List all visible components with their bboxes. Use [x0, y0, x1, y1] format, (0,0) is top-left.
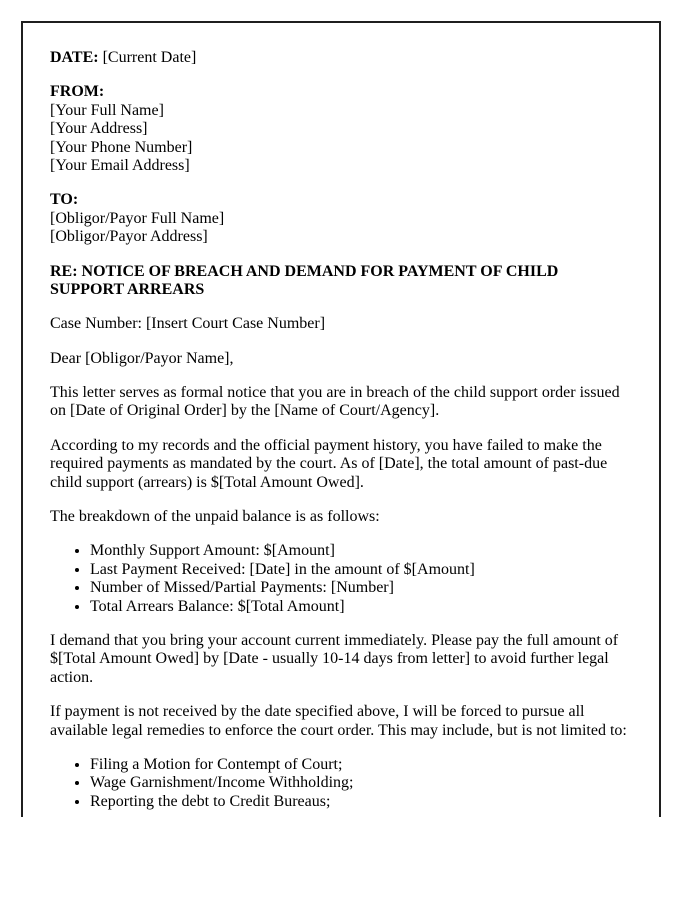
to-name: [Obligor/Payor Full Name] — [50, 209, 225, 227]
to-label: TO: — [50, 191, 79, 209]
demand-paragraph: I demand that you bring your account current immediately. Please pay the full amount of $[Total Amount Owed] by [Date - usually 10-14 days from letter] to avoid further legal action. — [50, 631, 619, 686]
from-label: FROM: — [50, 83, 105, 101]
breakdown-intro: The breakdown of the unpaid balance is as follows: — [50, 508, 380, 526]
date-label: DATE: — [50, 49, 99, 66]
breakdown-item-total-arrears: • Total Arrears Balance: $[Total Amount] — [90, 598, 632, 616]
letter-page — [21, 21, 661, 817]
records-paragraph: According to my records and the official payment history, you have failed to make the required payments as mandated by the court. As of [Date], the total amount of past-due child support (arrears) is $[Total Amount Owed]. — [50, 436, 608, 491]
date-line — [50, 49, 632, 67]
salutation: Dear [Obligor/Payor Name], — [50, 349, 234, 367]
breakdown-item-last-payment: • Last Payment Received: [Date] in the amount of $[Amount] — [90, 561, 632, 579]
subject-line: RE: NOTICE OF BREACH AND DEMAND FOR PAYMENT OF CHILD SUPPORT ARREARS — [50, 262, 559, 298]
remedy-item-credit-bureaus: • Reporting the debt to Credit Bureaus; — [90, 793, 632, 811]
remedies-intro: If payment is not received by the date specified above, I will be forced to pursue all available legal remedies to enforce the court order. This may include, but is not limited to: — [50, 703, 627, 739]
remedy-item-contempt: • Filing a Motion for Contempt of Court; — [90, 756, 632, 774]
to-address: [Obligor/Payor Address] — [50, 228, 208, 246]
notice-paragraph: This letter serves as formal notice that you are in breach of the child support order issued on [Date of Original Order] by the [Name of Court/Agency]. — [50, 384, 620, 420]
breakdown-item-monthly-amount: • Monthly Support Amount: $[Amount] — [90, 542, 632, 560]
date-value: [Current Date] — [102, 49, 197, 66]
from-name: [Your Full Name] — [50, 101, 164, 119]
from-address: [Your Address] — [50, 120, 148, 138]
to-block — [50, 191, 632, 246]
from-phone: [Your Phone Number] — [50, 138, 193, 156]
breakdown-list — [50, 542, 632, 616]
remedies-list — [50, 756, 632, 811]
from-block — [50, 83, 632, 175]
breakdown-item-missed-payments: • Number of Missed/Partial Payments: [Number] — [90, 579, 632, 597]
case-number-line: Case Number: [Insert Court Case Number] — [50, 315, 326, 333]
from-email: [Your Email Address] — [50, 156, 190, 174]
remedy-item-garnishment: • Wage Garnishment/Income Withholding; — [90, 774, 632, 792]
